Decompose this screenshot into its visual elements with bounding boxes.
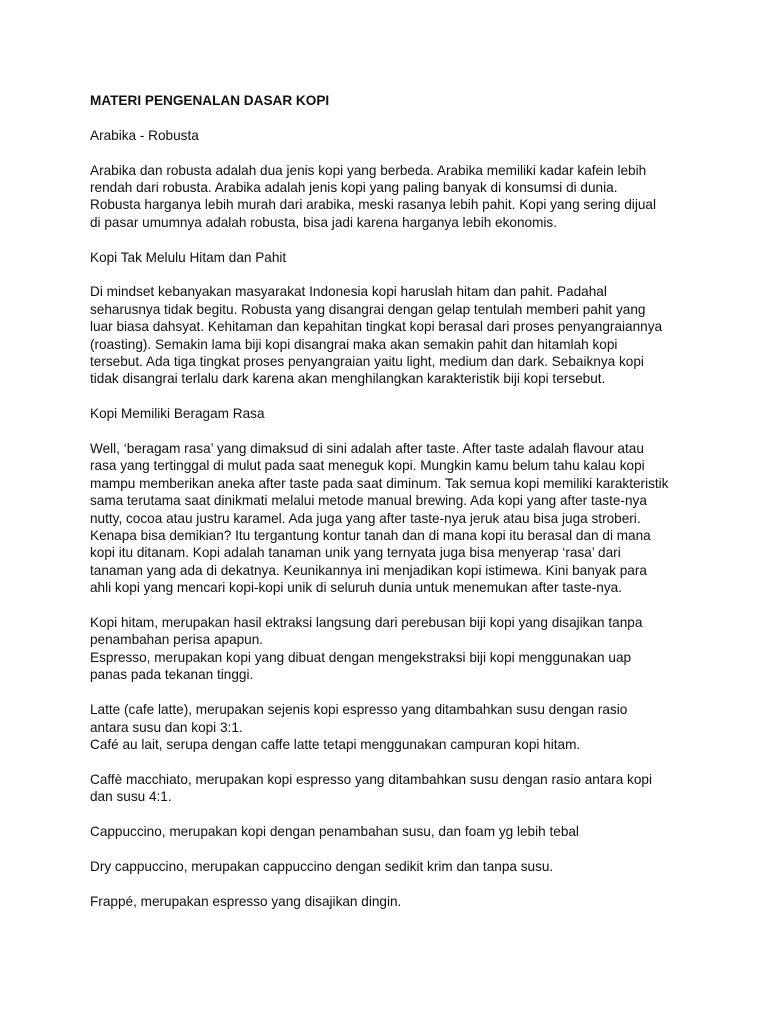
text-line: rasa yang tertinggal di mulut pada saat meneguk kopi. Mungkin kamu belum tahu kalau kopi	[90, 458, 645, 474]
text-line: Kopi Tak Melulu Hitam dan Pahit	[90, 249, 287, 265]
text-line: rendah dari robusta. Arabika adalah jenis kopi yang paling banyak di konsumsi di dunia.	[90, 180, 618, 195]
text-line: Arabika - Robusta	[90, 127, 199, 143]
paragraph-gap	[90, 144, 690, 161]
text-line: nutty, cocoa atau justru karamel. Ada juga yang after taste-nya jeruk atau bisa juga stroberi.	[90, 510, 641, 526]
paragraph-gap	[90, 231, 690, 248]
text-line: Frappé, merupakan espresso yang disajikan dingin.	[90, 893, 402, 909]
text-line: Kopi hitam, merupakan hasil ektraksi langsung dari perebusan biji kopi yang disajikan tanpa	[90, 615, 643, 631]
paragraph	[90, 162, 690, 232]
text-line: tanaman yang ada di dekatnya. Keunikannya ini menjadikan kopi istimewa. Kini banyak para	[90, 562, 647, 578]
text-line: (roasting). Semakin lama biji kopi disangrai maka akan semakin pahit dan hitamlah kopi	[90, 336, 618, 352]
paragraph-gap	[90, 806, 690, 823]
text-line: Robusta harganya lebih murah dari arabika, meski rasanya lebih pahit. Kopi yang sering dijual	[90, 197, 656, 213]
text-line: Di mindset kebanyakan masyarakat Indonesia kopi haruslah hitam dan pahit. Padahal	[90, 284, 607, 300]
text-line: Kopi Memiliki Beragam Rasa	[90, 406, 265, 422]
paragraph	[90, 614, 690, 684]
text-line: ahli kopi yang mencari kopi-kopi unik di seluruh dunia untuk menemukan after taste-nya.	[90, 580, 622, 596]
paragraph	[90, 283, 690, 387]
text-line: Caffè macchiato, merupakan kopi espresso yang ditambahkan susu dengan rasio antara kopi	[90, 771, 652, 787]
paragraph-gap	[90, 388, 690, 405]
section-heading	[90, 405, 690, 422]
text-line: Arabika dan robusta adalah dua jenis kopi yang berbeda. Arabika memiliki kadar kafein lebih	[90, 162, 647, 178]
text-line: Well, ‘beragam rasa’ yang dimaksud di sini adalah after taste. After taste adalah flavour atau	[90, 441, 644, 457]
paragraph	[90, 701, 690, 753]
paragraph	[90, 858, 690, 875]
paragraph-gap	[90, 753, 690, 770]
text-line: seharusnya tidak begitu. Robusta yang disangrai dengan gelap tentulah memberi pahit yang	[90, 301, 646, 317]
text-line: mampu memberikan aneka after taste pada saat diminum. Tak semua kopi memiliki karakteristik	[90, 475, 669, 491]
text-line: Café au lait, serupa dengan caffe latte tetapi menggunakan campuran kopi hitam.	[90, 736, 581, 752]
paragraph	[90, 771, 690, 806]
paragraph	[90, 823, 690, 840]
paragraph-gap	[90, 684, 690, 701]
text-line: tersebut. Ada tiga tingkat proses penyangraian yaitu light, medium dan dark. Sebaiknya kopi	[90, 354, 644, 370]
paragraph	[90, 440, 690, 597]
text-line: Latte (cafe latte), merupakan sejenis kopi espresso yang ditambahkan susu dengan rasio	[90, 702, 628, 718]
text-line: Dry cappuccino, merupakan cappuccino dengan sedikit krim dan tanpa susu.	[90, 858, 554, 874]
text-line: antara susu dan kopi 3:1.	[90, 719, 243, 735]
paragraph-gap	[90, 597, 690, 614]
text-line: di pasar umumnya adalah robusta, bisa jadi karena harganya lebih ekonomis.	[90, 214, 557, 230]
section-heading	[90, 249, 690, 266]
text-line: Kenapa bisa demikian? Itu tergantung kontur tanah dan di mana kopi itu berasal dan di mana	[90, 528, 651, 544]
paragraph-gap	[90, 840, 690, 857]
paragraph-gap	[90, 109, 690, 126]
text-line: tidak disangrai terlalu dark karena akan menghilangkan karakteristik biji kopi tersebut.	[90, 371, 606, 387]
paragraph-gap	[90, 423, 690, 440]
text-line: kopi itu ditanam. Kopi adalah tanaman unik yang ternyata juga bisa menyerap ‘rasa’ dari	[90, 545, 621, 561]
document-body	[90, 109, 690, 910]
text-line: luar biasa dahsyat. Kehitaman dan kepahitan tingkat kopi berasal dari proses penyangraiannya	[90, 319, 663, 335]
text-line: dan susu 4:1.	[90, 789, 172, 805]
text-line: Espresso, merupakan kopi yang dibuat dengan mengekstraksi biji kopi menggunakan uap	[90, 649, 632, 665]
document-title: MATERI PENGENALAN DASAR KOPI	[90, 93, 330, 108]
text-line: panas pada tekanan tinggi.	[90, 667, 254, 683]
text-line: Cappuccino, merupakan kopi dengan penambahan susu, dan foam yg lebih tebal	[90, 823, 579, 839]
section-heading	[90, 127, 690, 144]
paragraph-gap	[90, 875, 690, 892]
text-line: sama terutama saat dinikmati melalui metode manual brewing. Ada kopi yang after taste-nya	[90, 493, 647, 509]
text-line: penambahan perisa apapun.	[90, 632, 264, 648]
document-page	[90, 92, 690, 910]
paragraph	[90, 893, 690, 910]
paragraph-gap	[90, 266, 690, 283]
